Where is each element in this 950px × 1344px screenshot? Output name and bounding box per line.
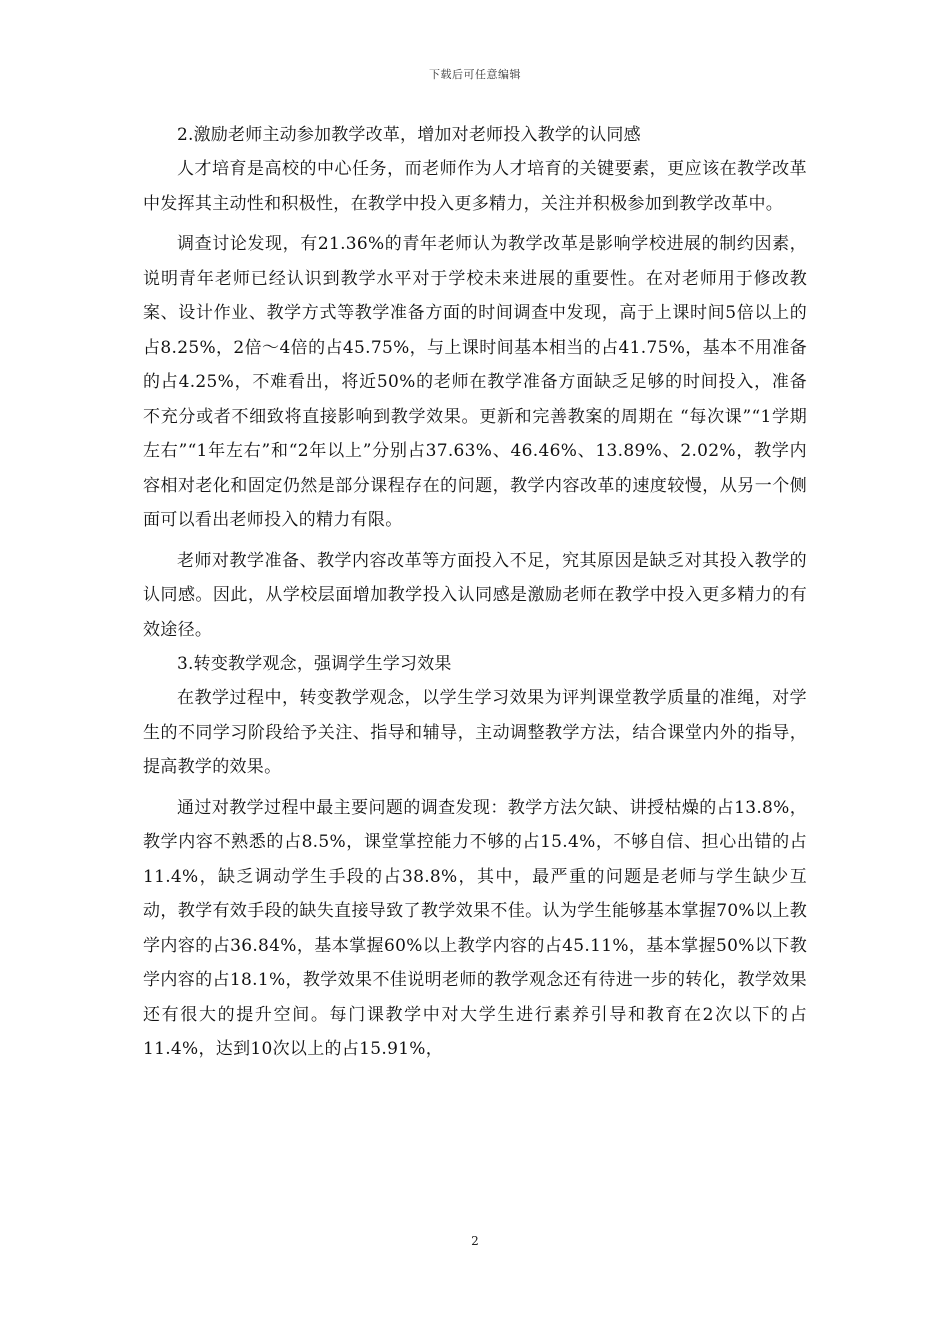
document-body [143,118,807,1067]
paragraph: 老师对教学准备、教学内容改革等方面投入不足，究其原因是缺乏对其投入教学的认同感。因此，从学校层面增加教学投入认同感是激励老师在教学中投入更多精力的有效途径。 [143,550,807,640]
page-header: 下载后可任意编辑 [429,68,521,81]
page-number: 2 [471,1234,479,1248]
section-heading-3: 3.转变教学观念，强调学生学习效果 [177,654,452,674]
section-heading-2: 2.激励老师主动参加教学改革，增加对老师投入教学的认同感 [177,125,641,145]
paragraph: 在教学过程中，转变教学观念，以学生学习效果为评判课堂教学质量的准绳，对学生的不同学习阶段给予关注、指导和辅导，主动调整教学方法，结合课堂内外的指导，提高教学的效果。 [143,688,807,777]
paragraph: 通过对教学过程中最主要问题的调查发现：教学方法欠缺、讲授枯燥的占13.8%，教学内容不熟悉的占8.5%，课堂掌控能力不够的占15.4%，不够自信、担心出错的占11.4%，缺乏调动学生手段的占38.8%，其中，最严重的问题是老师与学生缺少互动，教学有效手段的缺失直接导致了教学效果不佳。认为学生能够基本掌握70%以上教学内容的占36.84%，基本掌握60%以上教学内容的占45.11%，基本掌握50%以下教学内容的占18.1%，教学效果不佳说明老师的教学观念还有待进一步的转化，教学效果还有很大的提升空间。每门课教学中对大学生进行素养引导和教育在2次以下的占11.4%，达到10次以上的占15.91%， [143,797,807,1059]
paragraph: 调查讨论发现，有21.36%的青年老师认为教学改革是影响学校进展的制约因素，说明青年老师已经认识到教学水平对于学校未来进展的重要性。在对老师用于修改教案、设计作业、教学方式等教学准备方面的时间调查中发现，高于上课时间5倍以上的占8.25%，2倍～4倍的占45.75%，与上课时间基本相当的占41.75%，基本不用准备的占4.25%，不难看出，将近50%的老师在教学准备方面缺乏足够的时间投入，准备不充分或者不细致将直接影响到教学效果。更新和完善教案的周期在 “每次课”“1学期左右”“1年左右”和“2年以上”分别占37.63%、46.46%、13.89%、2.02%，教学内容相对老化和固定仍然是部分课程存在的问题，教学内容改革的速度较慢，从另一个侧面可以看出老师投入的精力有限。 [143,234,807,530]
paragraph: 人才培育是高校的中心任务，而老师作为人才培育的关键要素，更应该在教学改革中发挥其主动性和积极性，在教学中投入更多精力，关注并积极参加到教学改革中。 [143,159,807,214]
